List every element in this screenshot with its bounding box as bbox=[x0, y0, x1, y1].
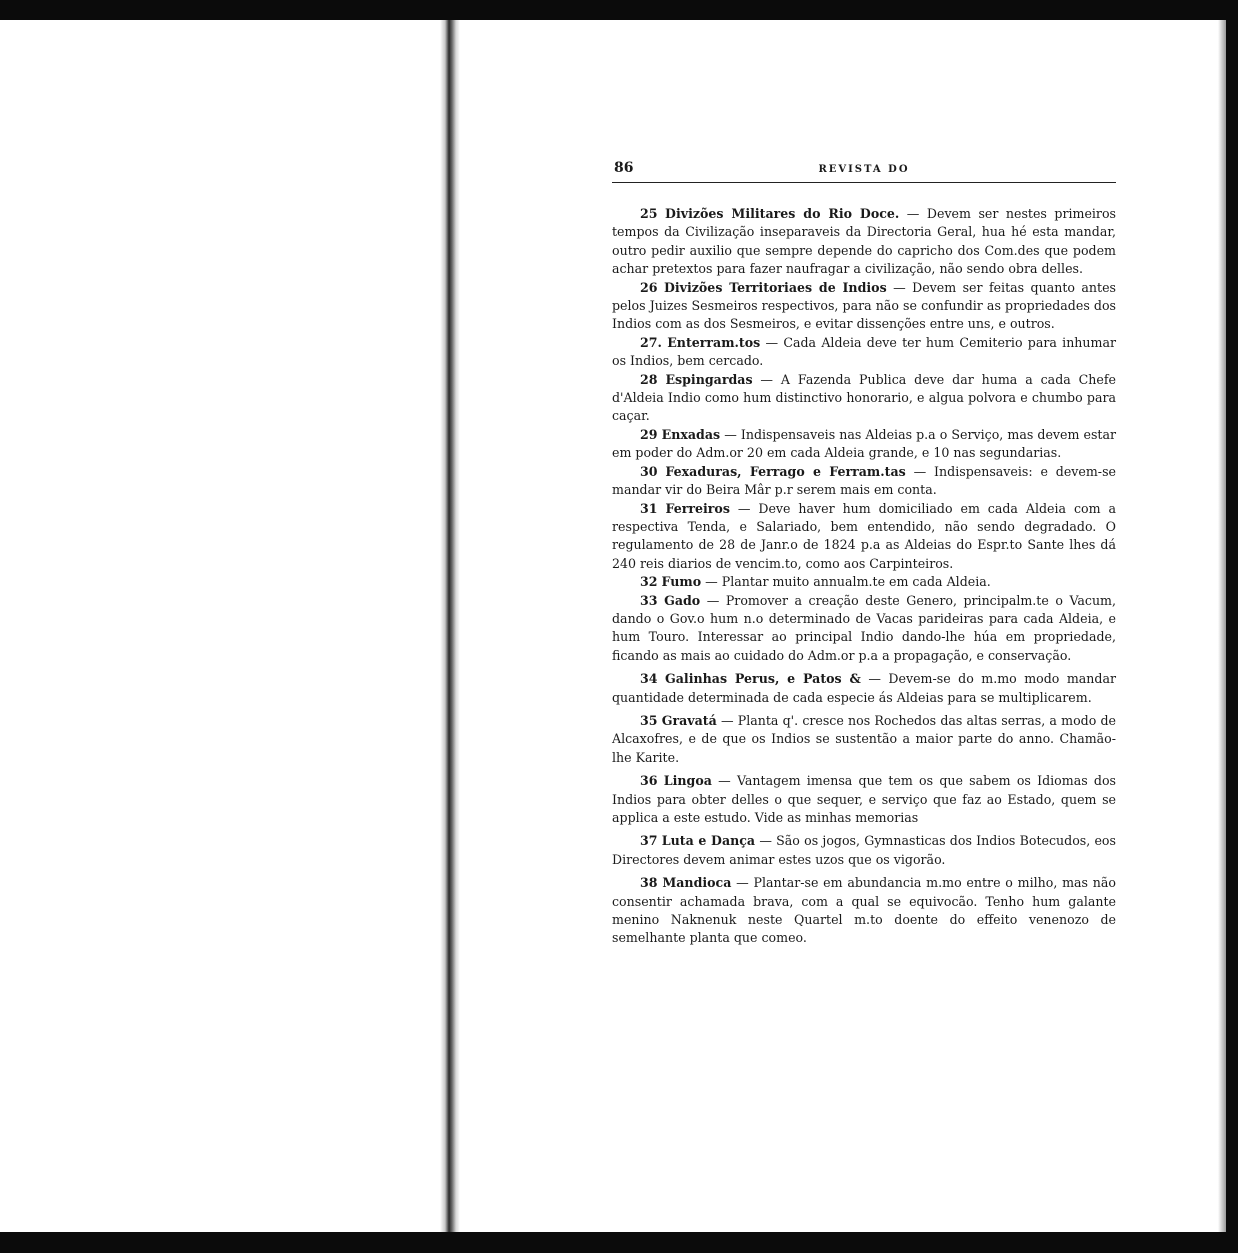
entry-number: 30 bbox=[640, 463, 658, 479]
entry-number: 27. bbox=[640, 334, 662, 350]
entry-number: 31 bbox=[640, 500, 658, 516]
book-gutter bbox=[440, 20, 460, 1232]
scan-right-border bbox=[1226, 20, 1238, 1232]
entry-number: 37 bbox=[640, 833, 658, 849]
entry-heading: Gravatá bbox=[661, 712, 717, 728]
entry bbox=[612, 670, 1116, 707]
running-head bbox=[612, 160, 1116, 183]
entry-text: — Planta q'. cresce nos Rochedos das altas serras, a modo de Alcaxofres, e de que os Indios se sustentão a maior parte do anno. Chamão-lhe Karite. bbox=[612, 712, 1116, 765]
entry bbox=[612, 426, 1116, 463]
entry-number: 26 bbox=[640, 279, 658, 295]
entry-heading: Mandioca bbox=[662, 875, 732, 891]
entry bbox=[612, 463, 1116, 500]
entry-text: — Indispensaveis nas Aldeias p.a o Serviço, mas devem estar em poder do Adm.or 20 em cada Aldeia grande, e 10 nas segundarias. bbox=[612, 426, 1116, 461]
entry-text: — Cada Aldeia deve ter hum Cemiterio para inhumar os Indios, bem cercado. bbox=[612, 334, 1116, 369]
page-number: 86 bbox=[614, 160, 634, 176]
entry-text: — Plantar muito annualm.te em cada Aldeia. bbox=[701, 574, 991, 590]
entry-text: — Devem-se do m.mo modo mandar quantidade determinada de cada especie ás Aldeias para se multiplicarem. bbox=[612, 671, 1116, 705]
entry bbox=[612, 592, 1116, 666]
entry bbox=[612, 573, 1116, 591]
entry-text: — Devem ser feitas quanto antes pelos Juizes Sesmeiros respectivos, para não se confundir as propriedades dos Indios com as dos Sesmeiros, e evitar dissenções entre uns, e outros. bbox=[612, 279, 1116, 332]
page-edge-shadow bbox=[1218, 20, 1226, 1232]
entry-number: 38 bbox=[640, 875, 658, 891]
entry-text: — Plantar-se em abundancia m.mo entre o milho, mas não consentir achamada brava, com a qual se equivocão. Tenho hum galante menino Naknenuk neste Quartel m.to doente do effeito venenozo de semelhante planta que comeo. bbox=[612, 875, 1116, 946]
entry-text: — Deve haver hum domiciliado em cada Aldeia com a respectiva Tenda, e Salariado, bem entendido, não sendo degradado. O regulamento de 28 de Janr.o de 1824 p.a as Aldeias do Espr.to Sante lhes dá 240 reis diarios de vencim.to, como aos Carpinteiros. bbox=[612, 500, 1116, 571]
entry-heading: Luta e Dança bbox=[661, 833, 756, 849]
entry-text: — São os jogos, Gymnasticas dos Indios Botecudos, eos Directores devem animar estes uzos que os vigorão. bbox=[612, 833, 1116, 867]
entry-heading: Gado bbox=[664, 592, 701, 608]
entry-text: — Vantagem imensa que tem os que sabem os Idiomas dos Indios para obter delles o que sequer, e serviço que faz ao Estado, quem se applica a este estudo. Vide as minhas memorias bbox=[612, 773, 1116, 825]
entry bbox=[612, 500, 1116, 574]
entry bbox=[612, 832, 1116, 869]
entry-number: 32 bbox=[640, 574, 658, 590]
entry-number: 25 bbox=[640, 206, 658, 221]
entry-heading: Fumo bbox=[661, 574, 702, 590]
entry-number: 35 bbox=[640, 712, 658, 728]
journal-title: REVISTA DO bbox=[818, 164, 910, 175]
entry bbox=[612, 712, 1116, 767]
entry-number: 36 bbox=[640, 773, 658, 789]
entry-heading: Divizões Militares do Rio Doce. bbox=[665, 206, 900, 221]
entry-number: 34 bbox=[640, 671, 658, 687]
entry-heading: Lingoa bbox=[663, 773, 712, 789]
entry-number: 28 bbox=[640, 371, 658, 387]
entry bbox=[612, 874, 1116, 948]
entry bbox=[612, 334, 1116, 371]
entry-list bbox=[612, 205, 1116, 948]
book-page bbox=[612, 160, 1116, 948]
entry bbox=[612, 279, 1116, 334]
entry-heading: Enxadas bbox=[661, 426, 721, 442]
scan-top-border bbox=[0, 0, 1238, 20]
scan-bottom-border bbox=[0, 1232, 1238, 1253]
entry-heading: Divizões Territoriaes de Indios bbox=[663, 279, 887, 295]
entry-heading: Ferreiros bbox=[665, 500, 730, 516]
entry bbox=[612, 772, 1116, 827]
entry bbox=[612, 205, 1116, 279]
entry-heading: Fexaduras, Ferrago e Ferram.tas bbox=[665, 463, 906, 479]
entry-heading: Galinhas Perus, e Patos & bbox=[665, 671, 861, 687]
entry-heading: Espingardas bbox=[665, 371, 753, 387]
entry-text: — Indispensaveis: e devem-se mandar vir do Beira Mâr p.r serem mais em conta. bbox=[612, 463, 1116, 498]
entry-text: — A Fazenda Publica deve dar huma a cada Chefe d'Aldeia Indio como hum distinctivo honorario, e algua polvora e chumbo para caçar. bbox=[612, 371, 1116, 424]
entry-text: — Promover a creação deste Genero, principalm.te o Vacum, dando o Gov.o hum n.o determinado de Vacas parideiras para cada Aldeia, e hum Touro. Interessar ao principal Indio dando-lhe húa em propriedade, ficando as mais ao cuidado do Adm.or p.a a propagação, e conservação. bbox=[612, 592, 1116, 663]
entry-heading: Enterram.tos bbox=[667, 334, 761, 350]
entry bbox=[612, 371, 1116, 426]
entry-text: — Devem ser nestes primeiros tempos da Civilização inseparaveis da Directoria Geral, hua hé esta mandar, outro pedir auxilio que sempre depende do capricho dos Com.des que podem achar pretextos para fazer naufragar a civilização, não sendo obra delles. bbox=[612, 206, 1116, 277]
entry-number: 29 bbox=[640, 426, 658, 442]
entry-number: 33 bbox=[640, 592, 658, 608]
